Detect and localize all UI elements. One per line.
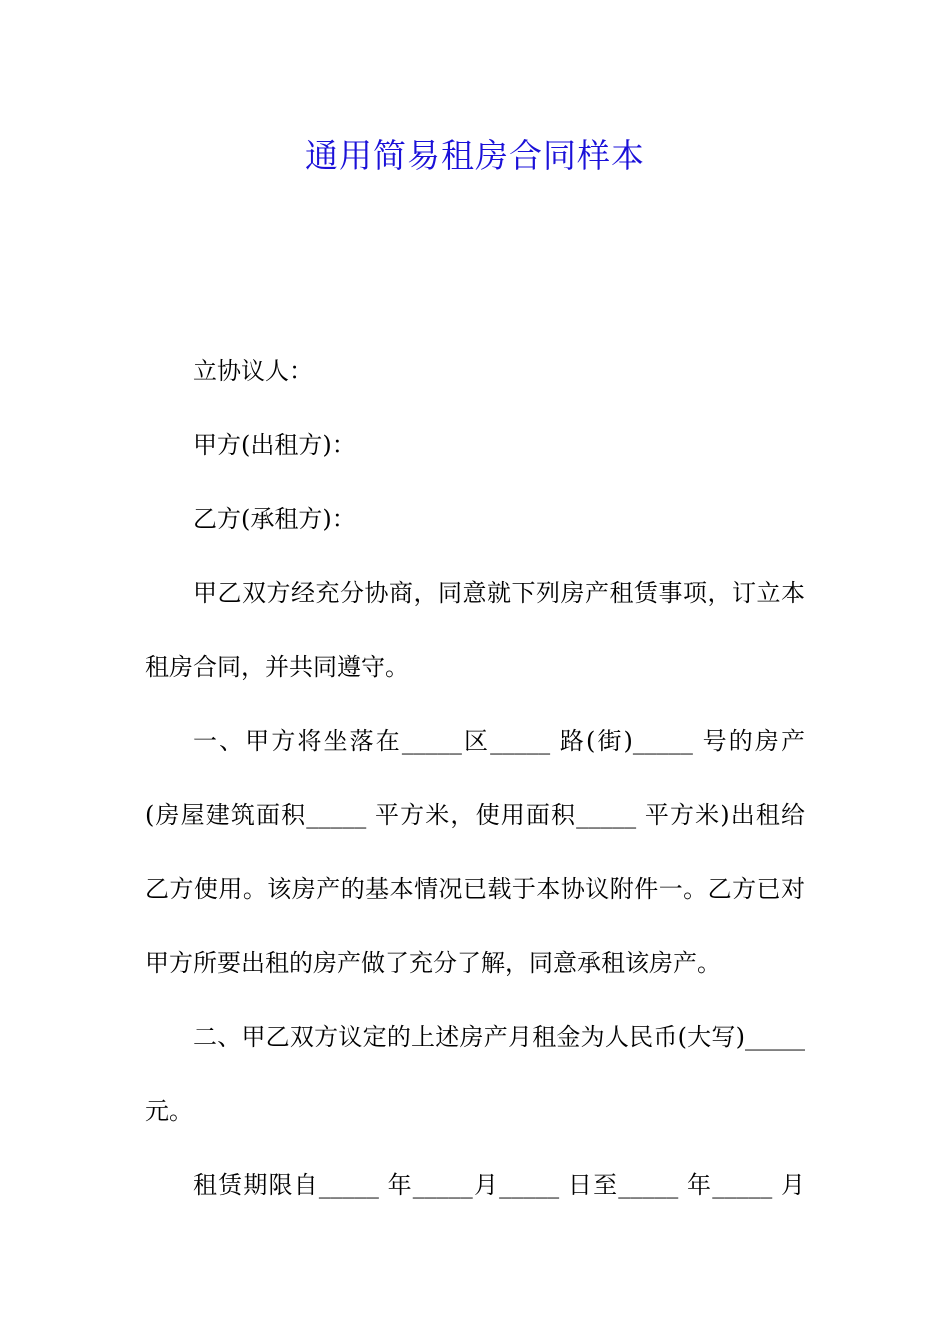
document-title: 通用简易租房合同样本 bbox=[305, 136, 645, 175]
paragraph-agreement-line-1: 甲乙双方经充分协商，同意就下列房产租赁事项，订立本 bbox=[193, 579, 805, 607]
clause-1-line-3: 乙方使用。该房产的基本情况已载于本协议附件一。乙方已对 bbox=[145, 875, 805, 903]
paragraph-party-b: 乙方(承租方)： bbox=[193, 505, 356, 533]
clause-2-line-1: 二、甲乙双方议定的上述房产月租金为人民币(大写)_____ bbox=[193, 1023, 805, 1051]
clause-1-line-2: (房屋建筑面积_____ 平方米，使用面积_____ 平方米)出租给 bbox=[145, 801, 805, 829]
lease-term-line: 租赁期限自_____ 年_____月_____ 日至_____ 年_____ 月 bbox=[193, 1171, 805, 1199]
clause-1-line-4: 甲方所要出租的房产做了充分了解，同意承租该房产。 bbox=[145, 949, 721, 977]
clause-1-line-1: 一、甲方将坐落在_____区_____ 路(街)_____ 号的房产 bbox=[193, 727, 805, 755]
clause-2-line-2: 元。 bbox=[145, 1097, 193, 1125]
document-body bbox=[145, 334, 805, 1222]
paragraph-party-a: 甲方(出租方)： bbox=[193, 431, 356, 459]
paragraph-parties-heading: 立协议人： bbox=[193, 357, 313, 385]
paragraph-agreement-line-2: 租房合同，并共同遵守。 bbox=[145, 653, 409, 681]
